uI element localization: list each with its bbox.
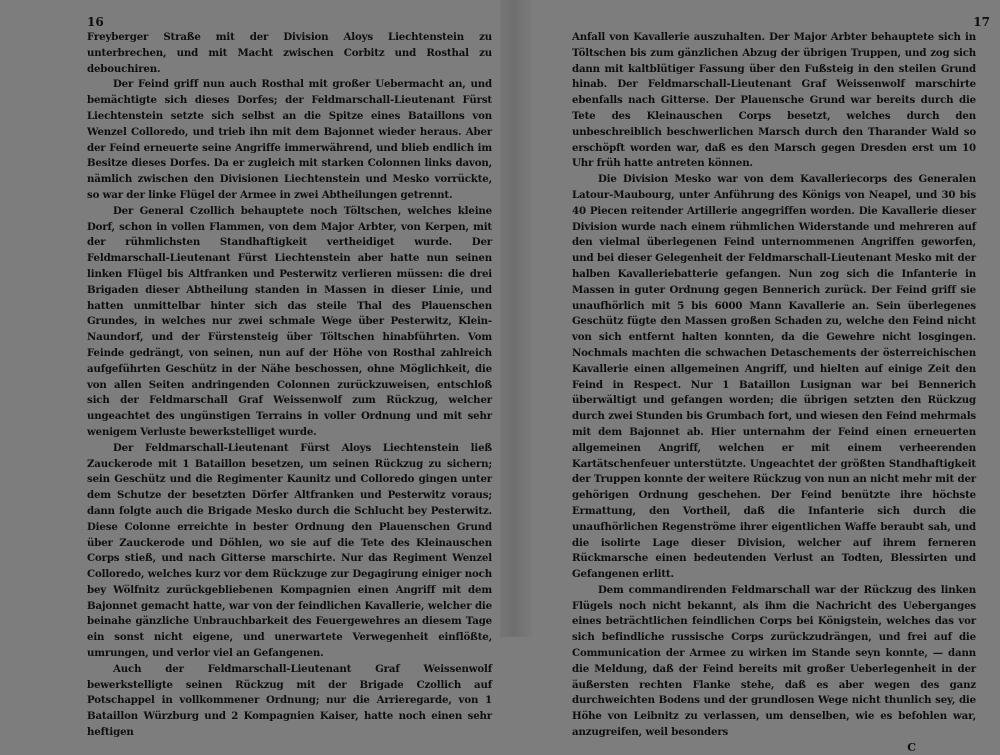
catchword: C <box>907 740 916 754</box>
left-page <box>0 0 500 739</box>
right-paragraph-3: Dem commandirenden Feldmarschall war der Rückzug des linken Flügels noch nicht bekannt, als ihm die Nachricht des Ueberganges eines beträchtlichen feindlichen Corps bei Königstein, welches das vor sich befindliche russische Corps zurückzudrängen, und frei auf die Communication der Armee zu wirken im Stande seyn konnte, — dann die Meldung, daß der Feind bereits mit großer Ueberlegenheit in der äußersten rechten Flanke stehe, daß es aber wegen des ganz durchweichten Bodens und der grundlosen Wege nicht thunlich sey, die Höhe von Leibnitz zu verlassen, um denselben, wie es befohlen war, anzugreifen, weil besonders <box>572 583 976 739</box>
left-paragraph-2: Der Feind griff nun auch Rosthal mit großer Uebermacht an, und bemächtigte sich dieses Dorfes; der Feldmarschall-Lieutenant Fürst Liechtenstein setzte sich selbst an die Spitze eines Bataillons von Wenzel Colloredo, und trieb ihn mit dem Bajonnet wieder heraus. Aber der Feind erneuerte seine Angriffe immerwährend, und blieb endlich im Besitze dieses Dorfes. Da er zugleich mit starken Colonnen links davon, nämlich zwischen den Divisionen Liechtenstein und Mesko vorrückte, so war der linke Flügel der Armee in zwei Abtheilungen getrennt. <box>87 78 492 201</box>
left-page-number: 16 <box>87 15 104 29</box>
left-paragraph-5: Auch der Feldmarschall-Lieutenant Graf Weissenwolf bewerkstelligte seinen Rückzug mit der Brigade Czollich auf Potschappel in vollkommener Ordnung; nur die Arrieregarde, von 1 Bataillon Würzburg und 2 Kompagnien Kaiser, hatte noch einen sehr heftigen <box>87 662 492 739</box>
left-page-text <box>87 30 492 741</box>
right-page-text <box>572 30 976 741</box>
right-page <box>532 0 1000 754</box>
left-paragraph-1: Freyberger Straße mit der Division Aloys Liechtenstein zu unterbrechen, und mit Macht zwischen Corbitz und Rosthal zu debouchiren. <box>87 31 492 75</box>
right-page-number: 17 <box>973 15 990 29</box>
book-gutter <box>500 0 532 637</box>
left-paragraph-4: Der Feldmarschall-Lieutenant Fürst Aloys Liechtenstein ließ Zauckerode mit 1 Bataillon besetzen, um seinen Rückzug zu sichern; sein Geschütz und die Regimenter Kaunitz und Colloredo gingen unter dem Schutze der besetzten Dörfer Altfranken und Pesterwitz voraus; dann folgte auch die Brigade Mesko durch die Schlucht bey Pesterwitz. Diese Colonne erreichte in bester Ordnung den Plauenschen Grund über Zauckerode und Döhlen, wo sie auf die Tete des Kleinauschen Corps stieß, und nach Gitterse marschirte. Nur das Regiment Wenzel Colloredo, welches kurz vor dem Rückzuge zur Degagirung einiger noch bey Wölfnitz zurückgebliebenen Kompagnien einen Angriff mit dem Bajonnet gemacht hatte, war von der feindlichen Kavallerie, welcher die beinahe gänzliche Unbrauchbarkeit des Feuergewehres an diesem Tage ein sonst nicht eigene, und unerwartete Verwegenheit einflößte, umrungen, und verlor viel an Gefangenen. <box>87 441 492 660</box>
left-paragraph-3: Der General Czollich behauptete noch Töltschen, welches kleine Dorf, schon in vollen Flammen, von dem Major Arbter, von Kerpen, mit der rühmlichsten Standhaftigkeit vertheidiget wurde. Der Feldmarschall-Lieutenant Fürst Liechtenstein aber hatte nun seinen linken Flügel bis Altfranken und Pesterwitz verlieren müssen: die drei Brigaden dieser Abtheilung standen in Massen in dieser Linie, und hatten unmittelbar hinter sich das steile Thal des Plauenschen Grundes, in welches nur zwei schmale Wege über Pesterwitz, Klein-Naundorf, und der Fürstensteig über Töltschen hinabführten. Vom Feinde gedrängt, von seinen, nun auf der Höhe von Rosthal zahlreich aufgeführten Geschütz in der Nähe beschossen, ohne Möglichkeit, die von allen Seiten andringenden Colonnen zurückzuweisen, entschloß sich der Feldmarschall Graf Weissenwolf zum Rückzug, welcher ungeachtet des ungünstigen Terrains in voller Ordnung und mit sehr wenigem Verluste bewerkstelliget wurde. <box>87 204 492 438</box>
right-paragraph-2: Die Division Mesko war von dem Kavalleriecorps des Generalen Latour-Maubourg, unter Anführung des Königs von Neapel, und 30 bis 40 Piecen reitender Artillerie angegriffen worden. Die Kavallerie dieser Division wurde nach einem rühmlichen Widerstande und mehreren auf den vielmal überlegenen Feind unternommenen Angriffen geworfen, und bei dieser Gelegenheit der Feldmarschall-Lieutenant Mesko mit der halben Kavalleriebatterie gefangen. Nun zog sich die Infanterie in Massen in guter Ordnung gegen Bennerich zurück. Der Feind griff sie unaufhörlich mit 5 bis 6000 Mann Kavallerie an. Sein überlegenes Geschütz fügte den Massen großen Schaden zu, welche den Feind nicht von sich entfernt halten konnten, da die Gewehre nicht losgingen. Nochmals machten die schwachen Detaschements der österreichischen Kavallerie einen allgemeinen Angriff, und hielten auf einige Zeit den Feind in Respect. Nur 1 Bataillon Lusignan war bei Bennerich überwältigt und gefangen worden; die übrigen setzten den Rückzug durch zwei Stunden bis Grumbach fort, und wiesen den Feind mehrmals mit dem Bajonnet ab. Hier unternahm der Feind einen erneuerten allgemeinen Angriff, welchen er mit einem verheerenden Kartätschenfeuer unterstützte. Ungeachtet der größten Standhaftigkeit der Truppen konnte der weitere Rückzug von nun an nicht mehr mit der gehörigen Ordnung geschehen. Der Feind benützte ihre höchste Ermattung, den Vortheil, daß die Infanterie sich durch die unaufhörlichen Regenströme ihrer eigentlichen Waffe beraubt sah, und die isolirte Lage dieser Division, welcher auf ihrem ferneren Rückmarsche einen bedeutenden Verlust an Todten, Blessirten und Gefangenen erlitt. <box>572 173 976 581</box>
right-paragraph-1: Anfall von Kavallerie auszuhalten. Der Major Arbter behauptete sich in Töltschen bis zum gänzlichen Abzug der übrigen Truppen, und zog sich dann mit kaltblütiger Fassung über den Fußsteig in den steilen Grund hinab. Der Feldmarschall-Lieutenant Graf Weissenwolf marschirte ebenfalls nach Gitterse. Der Plauensche Grund war bereits durch die Tete des Kleinauschen Corps besetzt, welches durch den unbeschreiblich beschwerlichen Marsch durch den Tharander Wald so erschöpft worden war, daß es den Marsch gegen Dresden erst um 10 Uhr früh hatte antreten können. <box>572 31 976 170</box>
